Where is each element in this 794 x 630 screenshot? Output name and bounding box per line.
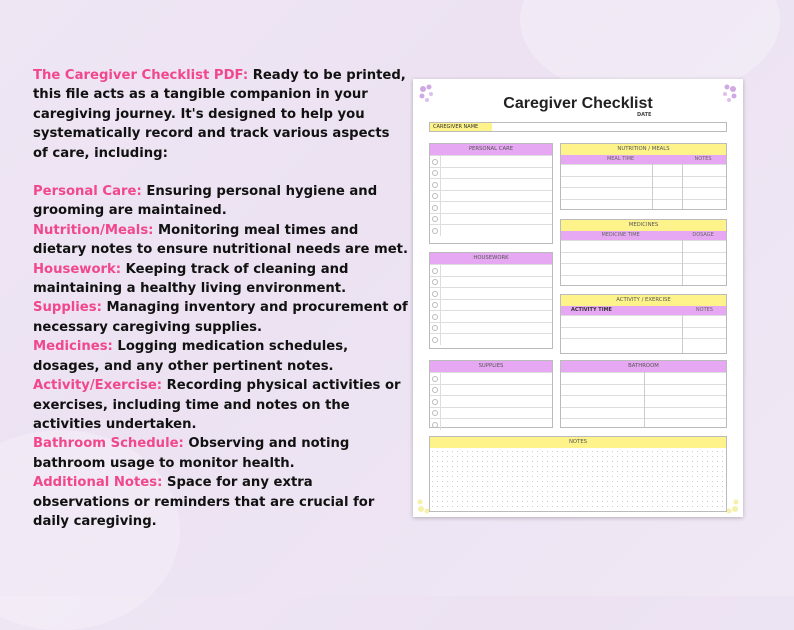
supplies-section [429, 360, 553, 428]
checklist-row[interactable] [430, 276, 552, 288]
activity-section [560, 294, 727, 354]
checkbox[interactable] [432, 399, 438, 405]
checklist-row[interactable] [430, 395, 552, 407]
feature-text: Recording physical activities or exercises, including time and notes on the activities undertaken. [33, 378, 401, 432]
feature-item [33, 221, 408, 260]
checkbox[interactable] [432, 325, 438, 331]
medicine-time-label: MEDICINE TIME [601, 232, 640, 238]
checkbox[interactable] [432, 193, 438, 199]
checkbox[interactable] [432, 291, 438, 297]
activity-header: ACTIVITY / EXERCISE [561, 295, 726, 306]
intro-text: Ready to be printed, this file acts as a tangible companion in your caregiving journey. It's designed to help you systematically record and track various aspects of care, including: [33, 68, 406, 161]
supplies-header: SUPPLIES [430, 361, 552, 372]
feature-label: Additional Notes: [33, 475, 163, 491]
notes-label: NOTES [694, 156, 712, 162]
checkbox[interactable] [432, 216, 438, 222]
feature-label: Supplies: [33, 300, 102, 316]
nutrition-section [560, 143, 727, 210]
feature-text: Space for any extra observations or reminders that are crucial for daily caregiving. [33, 475, 375, 529]
checkbox[interactable] [432, 422, 438, 428]
checklist-row[interactable] [430, 213, 552, 225]
feature-item [33, 337, 408, 376]
checklist-row[interactable] [430, 310, 552, 322]
checklist-row[interactable] [430, 264, 552, 276]
medicines-subheader [561, 231, 726, 240]
checklist-row[interactable] [430, 322, 552, 334]
housework-header: HOUSEWORK [430, 253, 552, 264]
checklist-rows [430, 372, 552, 430]
caregiver-name-label: CAREGIVER NAME [430, 123, 492, 131]
feature-label: Nutrition/Meals: [33, 222, 154, 238]
nutrition-header: NUTRITION / MEALS [561, 144, 726, 155]
sheet-title: Caregiver Checklist [503, 95, 653, 112]
intro-label: The Caregiver Checklist PDF: [33, 68, 249, 83]
description-panel [33, 66, 408, 531]
feature-item [33, 434, 408, 473]
feature-label: Bathroom Schedule: [33, 436, 184, 452]
feature-label: Personal Care: [33, 184, 142, 200]
checkbox[interactable] [432, 159, 438, 165]
checkbox[interactable] [432, 410, 438, 416]
checklist-row[interactable] [430, 224, 552, 236]
feature-label: Medicines: [33, 339, 113, 355]
personal-care-section [429, 143, 553, 244]
feature-item [33, 260, 408, 299]
feature-label: Housework: [33, 261, 122, 277]
checkbox[interactable] [432, 182, 438, 188]
personal-care-header: PERSONAL CARE [430, 144, 552, 155]
checklist-row[interactable] [430, 384, 552, 396]
checklist-row[interactable] [430, 155, 552, 167]
column-divider [644, 372, 645, 427]
feature-text: Logging medication schedules, dosages, and any other pertinent notes. [33, 339, 349, 374]
checklist-sheet [413, 79, 743, 517]
checkbox[interactable] [432, 228, 438, 234]
intro-paragraph [33, 66, 408, 163]
checkbox[interactable] [432, 268, 438, 274]
checkbox[interactable] [432, 387, 438, 393]
caregiver-name-row[interactable] [429, 122, 727, 132]
notes-label: NOTES [695, 307, 713, 313]
checklist-row[interactable] [430, 407, 552, 419]
bathroom-header: BATHROOM [561, 361, 726, 372]
checklist-row[interactable] [430, 287, 552, 299]
checkbox[interactable] [432, 302, 438, 308]
dosage-label: DOSAGE [692, 232, 714, 238]
feature-text: Monitoring meal times and dietary notes to ensure nutritional needs are met. [33, 222, 408, 258]
checklist-row[interactable] [430, 178, 552, 190]
notes-header: NOTES [430, 437, 726, 448]
feature-list [33, 182, 408, 531]
medicines-header: MEDICINES [561, 220, 726, 231]
checkbox[interactable] [432, 337, 438, 343]
checkbox[interactable] [432, 376, 438, 382]
column-divider [682, 240, 683, 285]
feature-text: Keeping track of cleaning and maintaining a healthy living environment. [33, 261, 349, 297]
checklist-row[interactable] [430, 167, 552, 179]
medicines-section [560, 219, 727, 286]
checklist-row[interactable] [430, 190, 552, 202]
notes-section[interactable] [429, 436, 727, 512]
checklist-row[interactable] [430, 201, 552, 213]
checklist-row[interactable] [430, 333, 552, 345]
bathroom-section [560, 360, 727, 428]
feature-item [33, 182, 408, 221]
checkbox[interactable] [432, 314, 438, 320]
checklist-row[interactable] [430, 418, 552, 430]
checklist-rows [430, 155, 552, 236]
feature-item [33, 298, 408, 337]
column-divider [652, 164, 653, 209]
feature-text: Ensuring personal hygiene and grooming are maintained. [33, 184, 378, 219]
checklist-row[interactable] [430, 372, 552, 384]
column-divider [682, 164, 683, 209]
activity-time-label: ACTIVITY TIME [571, 307, 612, 313]
column-divider [682, 315, 683, 353]
checklist-rows [430, 264, 552, 345]
feature-text: Managing inventory and procurement of necessary caregiving supplies. [33, 300, 408, 335]
checklist-row[interactable] [430, 299, 552, 311]
feature-text: Observing and noting bathroom usage to monitor health. [33, 436, 350, 471]
checkbox[interactable] [432, 205, 438, 211]
meal-time-label: MEAL TIME [606, 156, 635, 162]
housework-section [429, 252, 553, 349]
feature-item [33, 473, 408, 531]
feature-label: Activity/Exercise: [33, 378, 163, 394]
checkbox[interactable] [432, 279, 438, 285]
activity-subheader [561, 306, 726, 315]
checkbox[interactable] [432, 170, 438, 176]
nutrition-subheader [561, 155, 726, 164]
feature-item [33, 376, 408, 434]
dot-grid [430, 449, 726, 511]
date-label: DATE [637, 112, 652, 118]
